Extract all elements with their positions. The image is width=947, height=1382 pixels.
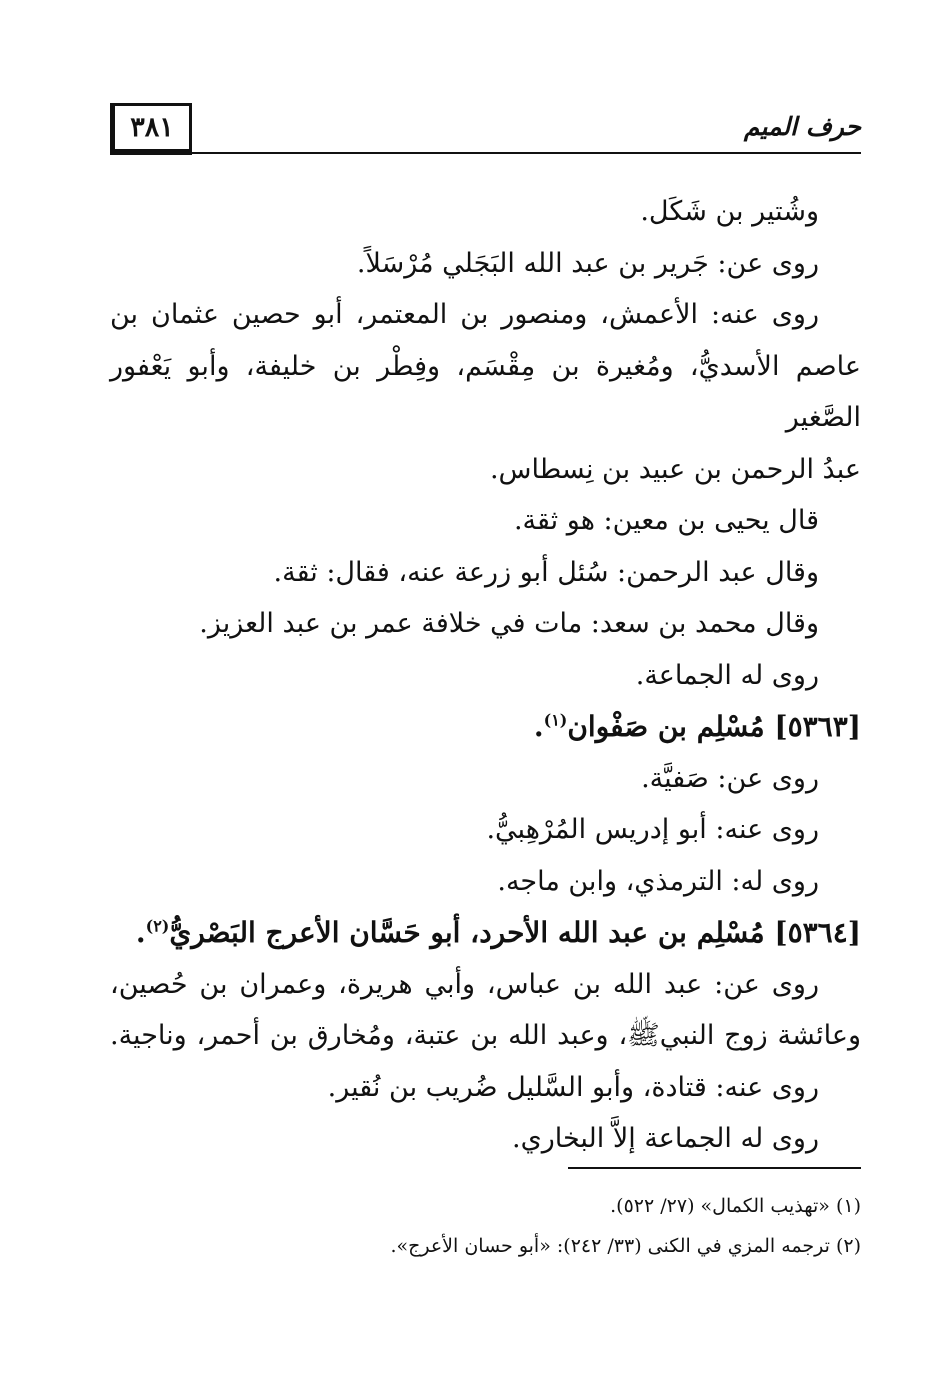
page-number-text: ٣٨١ (130, 112, 174, 143)
footnote-2: (٢) ترجمه المزي في الكنى (٣٣/ ٢٤٢): «أبو حسان الأعرج». (390, 1235, 861, 1257)
header-rule (110, 152, 861, 154)
text-line: روى له الجماعة. (635, 659, 819, 691)
entry-heading-5364 (110, 907, 861, 959)
text-line: روى له الجماعة إلاَّ البخاري. (511, 1123, 819, 1154)
text-line: روى عن: صَفيَّة. (641, 762, 819, 794)
entry-name: مُسْلِم بن عبد الله الأحرد، أبو حَسَّان الأعرج البَصْريُّ (169, 916, 765, 949)
text-line: عاصم الأسديُّ، ومُغيرة بن مِقْسَم، وفِطْر بن خليفة، وأبو يَعْفور الصَّغير (110, 350, 861, 433)
footnote-ref: (١) (543, 710, 568, 730)
footnote-1: (١) «تهذيب الكمال» (٢٧/ ٥٢٢). (610, 1195, 861, 1217)
text-line: روى عن: عبد الله بن عباس، وأبي هريرة، وعمران بن حُصين، (110, 968, 819, 1000)
text-line: روى عنه: قتادة، وأبو السَّليل ضُريب بن نُقير. (327, 1071, 819, 1103)
entry-heading-5363 (110, 701, 861, 753)
running-title: حرف الميم (743, 112, 861, 141)
main-text (110, 186, 861, 1165)
entry-end: . (533, 710, 544, 743)
text-line: وعائشة زوج النبيﷺ، وعبد الله بن عتبة، ومُخارق بن أحمر، وناجية. (110, 1020, 861, 1051)
text-line: روى له: الترمذي، وابن ماجه. (497, 865, 819, 897)
entry-name: مُسْلِم بن صَفْوان (567, 710, 765, 743)
footnote-rule (568, 1167, 861, 1169)
text-line: روى عن: جَرير بن عبد الله البَجَلي مُرْسَلاً. (356, 247, 819, 279)
text-line: وشُتير بن شَكَل. (640, 196, 819, 227)
footnotes (110, 1186, 861, 1266)
text-line: عبدُ الرحمن بن عبيد بن نِسطاس. (489, 453, 861, 485)
text-line: وقال محمد بن سعد: مات في خلافة عمر بن عبد العزيز. (199, 608, 819, 639)
entry-number: [٥٣٦٣] (774, 710, 861, 743)
text-line: قال يحيى بن معين: هو ثقة. (513, 505, 819, 536)
text-line: روى عنه: الأعمش، ومنصور بن المعتمر، أبو حصين عثمان بن (110, 299, 819, 330)
text-line: وقال عبد الرحمن: سُئل أبو زرعة عنه، فقال: ثقة. (273, 556, 819, 588)
footnote-ref: (٢) (145, 916, 170, 936)
text-line: روى عنه: أبو إدريس المُرْهِبيُّ. (486, 814, 819, 845)
entry-number: [٥٣٦٤] (774, 916, 861, 949)
page-number (110, 103, 192, 155)
entry-end: . (135, 916, 146, 949)
